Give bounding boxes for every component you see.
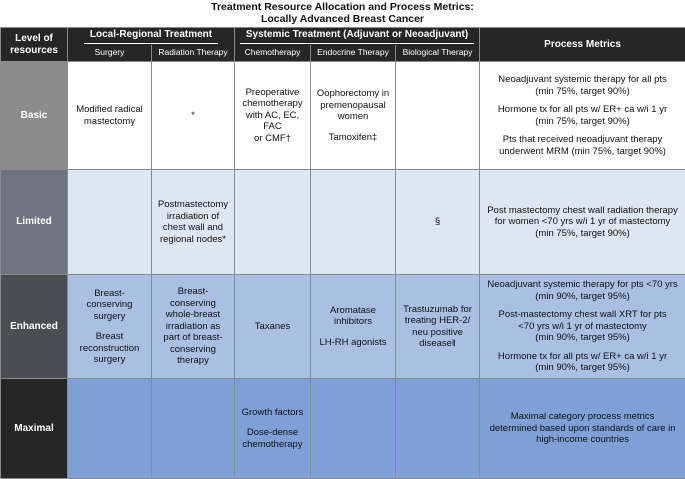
enhanced-biological-cell <box>396 275 480 379</box>
cell-text: Aromatase <box>314 305 392 317</box>
cell-text: neu positive <box>399 327 476 339</box>
enhanced-surgery-cell <box>68 275 152 379</box>
limited-chemotherapy-cell <box>235 170 311 275</box>
level-of-resources-header <box>1 28 68 62</box>
limited-surgery-cell <box>68 170 152 275</box>
cell-text: LH-RH agonists <box>314 337 392 349</box>
systemic-label: Systemic Treatment (Adjuvant or Neoadjuvant) <box>240 29 474 44</box>
treatment-table <box>0 27 685 479</box>
endocrine-header: Endocrine Therapy <box>311 45 396 62</box>
chemotherapy-header: Chemotherapy <box>235 45 311 62</box>
cell-text: surgery <box>71 311 148 323</box>
local-regional-label: Local-Regional Treatment <box>84 29 218 44</box>
local-regional-header <box>68 28 235 45</box>
cell-text: irradiation as <box>155 321 231 333</box>
process-metrics-header: Process Metrics <box>480 28 685 62</box>
cell-text: Breast <box>71 331 148 343</box>
cell-text: Growth factors <box>238 407 307 419</box>
level-header-line-1: Level of <box>4 33 64 45</box>
cell-text: with AC, EC, FAC <box>238 110 307 133</box>
cell-text: or CMF† <box>238 133 307 145</box>
cell-text: Breast- <box>71 288 148 300</box>
table-row-limited <box>1 170 685 275</box>
table-row-basic <box>1 62 685 170</box>
cell-text: reconstruction <box>71 343 148 355</box>
cell-text: Tamoxifen‡ <box>314 132 392 144</box>
cell-text: Breast- <box>155 286 231 298</box>
cell-text: conserving <box>71 299 148 311</box>
metric-item: Maximal category process metrics determined based upon standards of care in high-income countries <box>483 411 682 446</box>
cell-text: inhibitors <box>314 316 392 328</box>
cell-text: Modified radical <box>71 104 148 116</box>
enhanced-radiation-cell <box>152 275 235 379</box>
maximal-biological-cell <box>396 379 480 479</box>
cell-text: chemotherapy <box>238 439 307 451</box>
biological-header: Biological Therapy <box>396 45 480 62</box>
metric-item: Hormone tx for all pts w/ ER+ ca w/i 1 yr (min 90%, target 95%) <box>483 351 682 374</box>
surgery-header: Surgery <box>68 45 152 62</box>
maximal-radiation-cell <box>152 379 235 479</box>
limited-biological-cell: § <box>396 170 480 275</box>
enhanced-process-metrics-cell <box>480 275 685 379</box>
table-row-maximal <box>1 379 685 479</box>
cell-text: chest wall and <box>155 222 231 234</box>
metric-item: Pts that received neoadjuvant therapy underwent MRM (min 75%, target 90%) <box>483 134 682 157</box>
cell-text: conserving <box>155 344 231 356</box>
cell-text: Dose-dense <box>238 427 307 439</box>
cell-text: Trastuzumab for <box>399 304 476 316</box>
maximal-chemotherapy-cell <box>235 379 311 479</box>
cell-text: conserving <box>155 298 231 310</box>
limited-process-metrics-cell <box>480 170 685 275</box>
cell-text: irradiation of <box>155 211 231 223</box>
metric-item: Neoadjuvant systemic therapy for all pts (min 75%, target 90%) <box>483 74 682 97</box>
cell-text: women <box>314 111 392 123</box>
cell-text: whole-breast <box>155 309 231 321</box>
metric-item: Post mastectomy chest wall radiation therapy for women <70 yrs w/i 1 yr of mastectomy (min 75%, target 90%) <box>483 205 682 240</box>
row-label-basic: Basic <box>1 62 68 170</box>
cell-text: surgery <box>71 354 148 366</box>
enhanced-endocrine-cell <box>311 275 396 379</box>
cell-text: chemotherapy <box>238 98 307 110</box>
systemic-header <box>235 28 480 45</box>
limited-radiation-cell <box>152 170 235 275</box>
basic-biological-cell <box>396 62 480 170</box>
basic-chemotherapy-cell <box>235 62 311 170</box>
limited-endocrine-cell <box>311 170 396 275</box>
title-line-1: Treatment Resource Allocation and Process Metrics: <box>0 1 685 13</box>
row-label-maximal: Maximal <box>1 379 68 479</box>
title-line-2: Locally Advanced Breast Cancer <box>0 13 685 25</box>
table-title <box>0 0 685 27</box>
basic-surgery-cell <box>68 62 152 170</box>
cell-text: disease‖ <box>399 338 476 350</box>
maximal-surgery-cell <box>68 379 152 479</box>
enhanced-chemotherapy-cell: Taxanes <box>235 275 311 379</box>
basic-radiation-cell: * <box>152 62 235 170</box>
cell-text: Oophorectomy in <box>314 88 392 100</box>
cell-text: regional nodes* <box>155 234 231 246</box>
metric-item: Neoadjuvant systemic therapy for pts <70 yrs (min 90%, target 95%) <box>483 279 682 302</box>
row-label-enhanced: Enhanced <box>1 275 68 379</box>
basic-endocrine-cell <box>311 62 396 170</box>
metric-item: Post-mastectomy chest wall XRT for pts <70 yrs w/i 1 yr of mastectomy (min 90%, target 95%) <box>483 309 682 344</box>
maximal-endocrine-cell <box>311 379 396 479</box>
cell-text: premenopausal <box>314 100 392 112</box>
metric-item: Hormone tx for all pts w/ ER+ ca w/i 1 yr (min 75%, target 90%) <box>483 104 682 127</box>
cell-text: therapy <box>155 355 231 367</box>
cell-text: mastectomy <box>71 116 148 128</box>
maximal-process-metrics-cell <box>480 379 685 479</box>
cell-text: Preoperative <box>238 87 307 99</box>
level-header-line-2: resources <box>4 45 64 57</box>
basic-process-metrics-cell <box>480 62 685 170</box>
radiation-header: Radiation Therapy <box>152 45 235 62</box>
cell-text: Postmastectomy <box>155 199 231 211</box>
cell-text: treating HER-2/ <box>399 315 476 327</box>
row-label-limited: Limited <box>1 170 68 275</box>
table-row-enhanced <box>1 275 685 379</box>
cell-text: part of breast- <box>155 332 231 344</box>
